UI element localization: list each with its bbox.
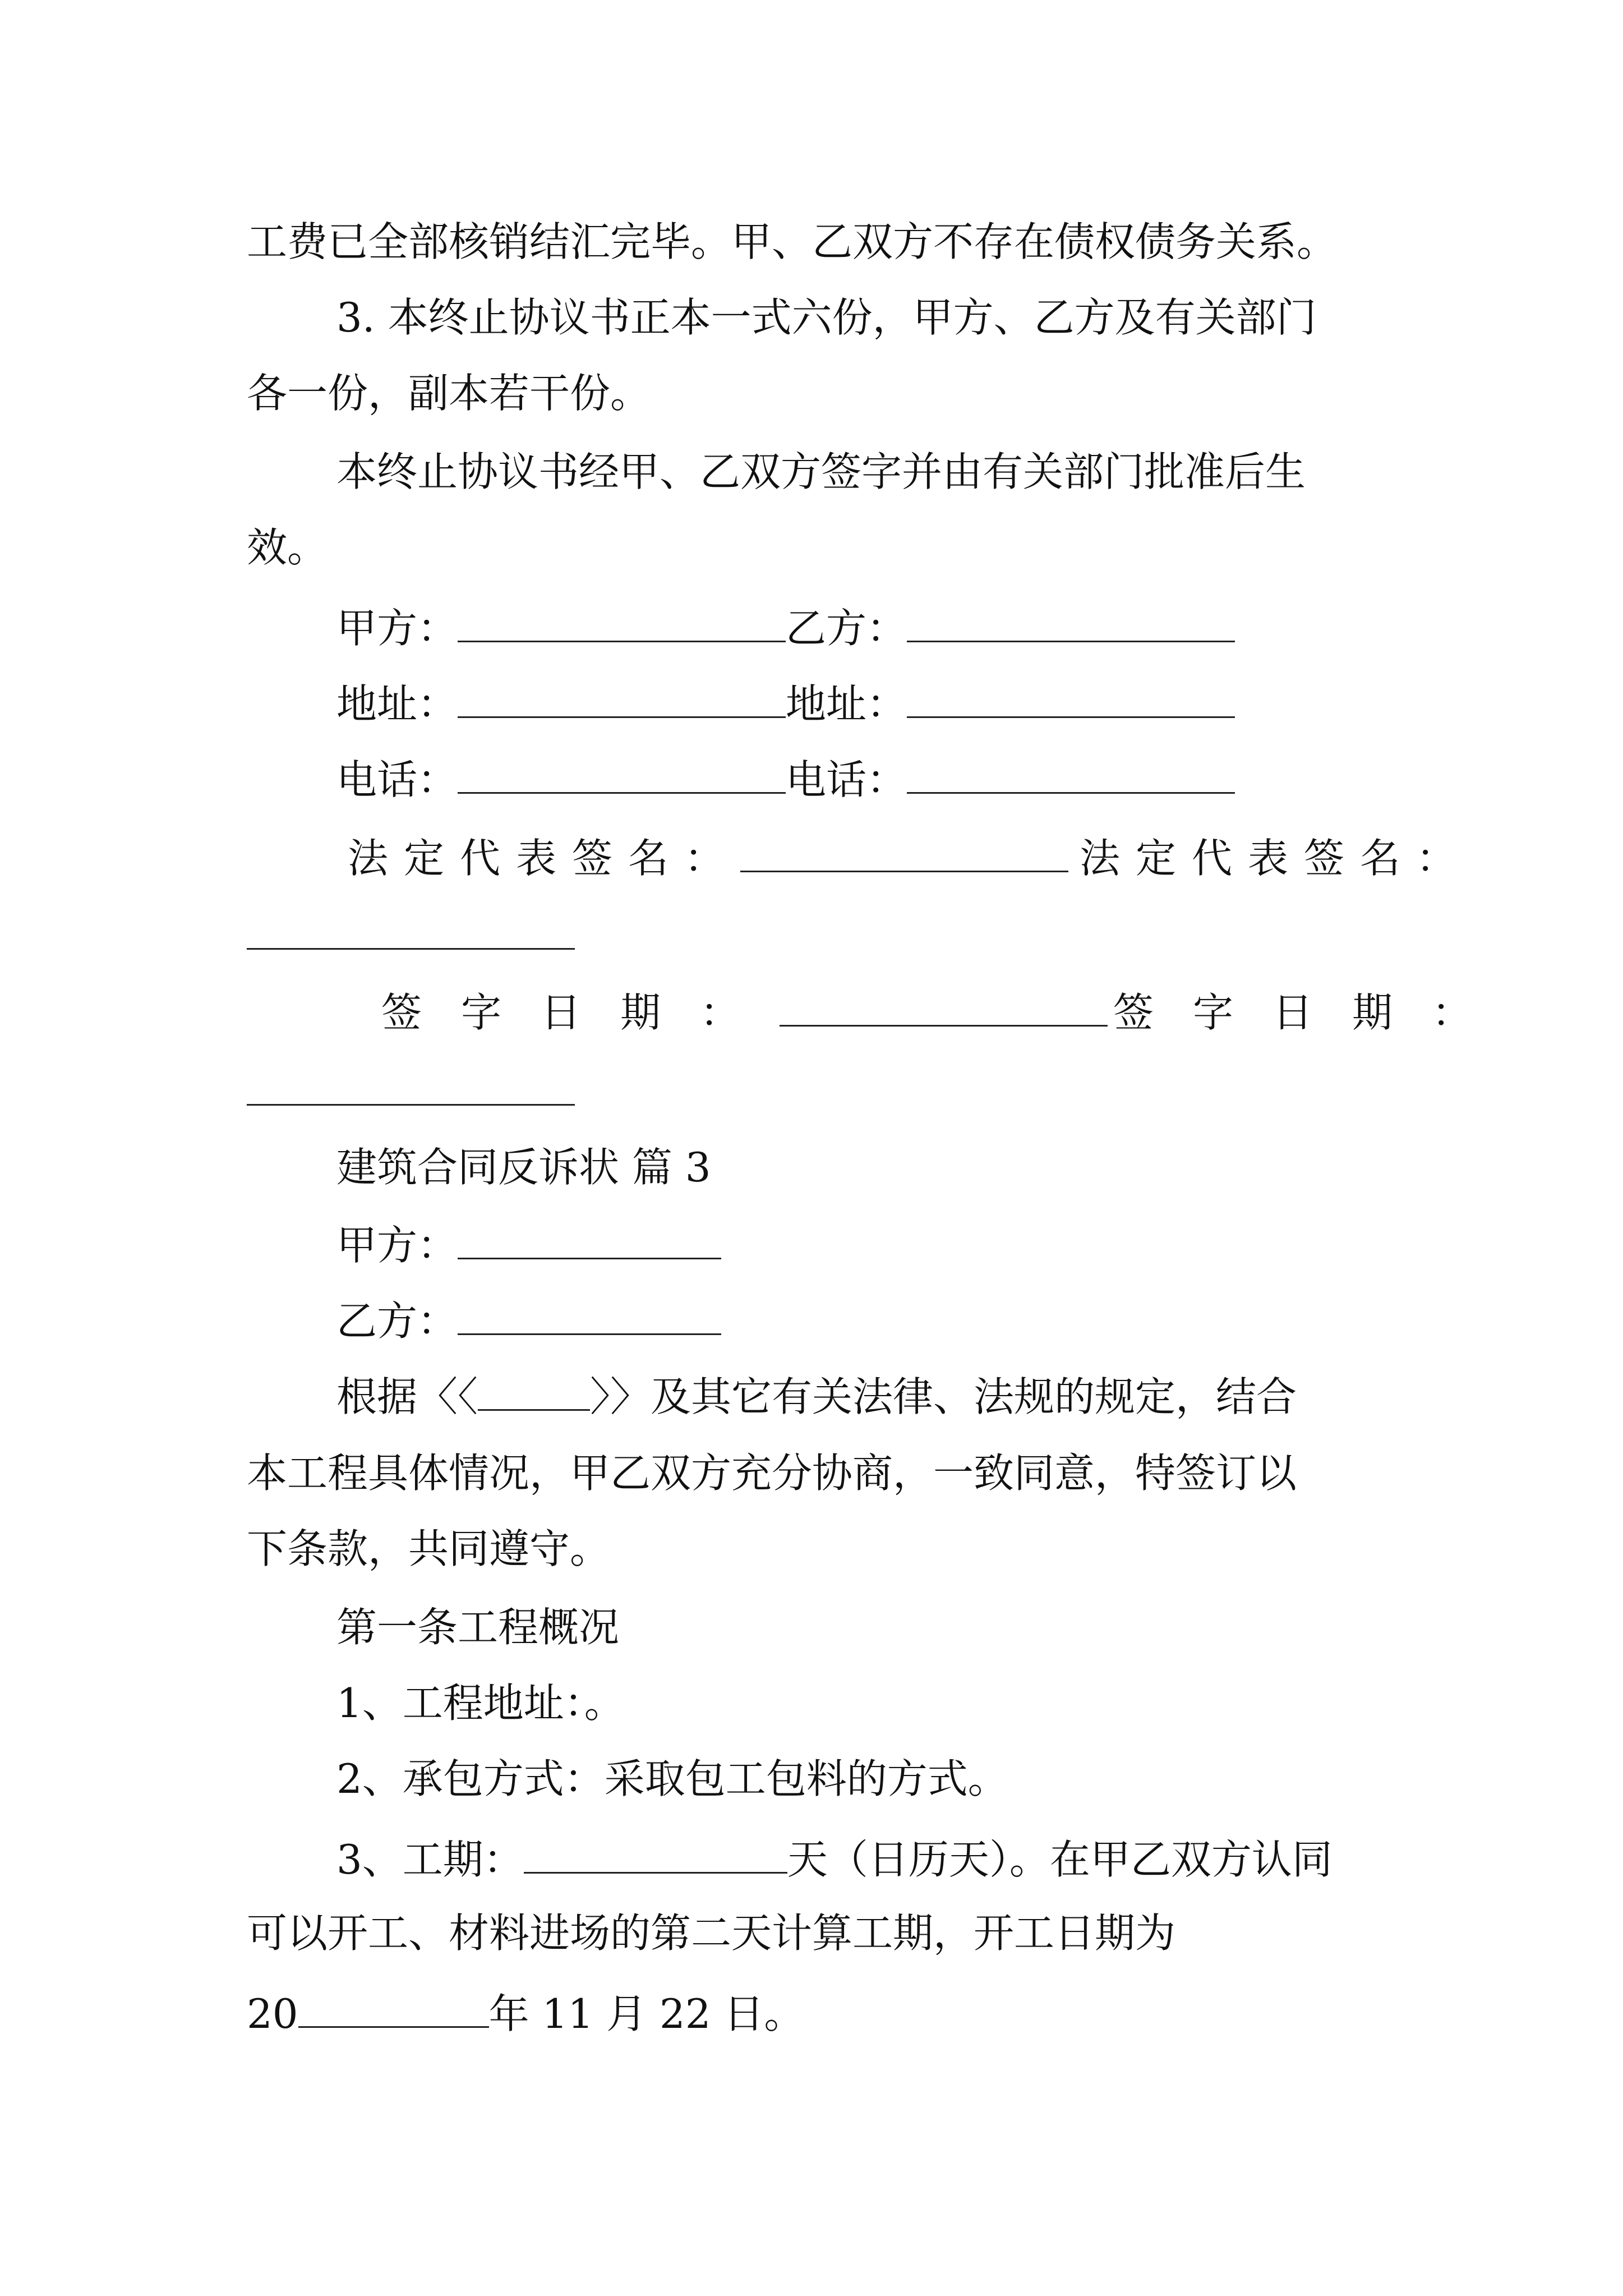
address-a-label: 地址：: [336, 680, 458, 728]
legal-rep-a-blank: [740, 836, 1068, 872]
section-party-a-row: [336, 1222, 721, 1269]
law-name-blank: [478, 1374, 590, 1411]
address-row: [336, 680, 1235, 728]
party-a-label: 甲方：: [336, 605, 458, 652]
sign-date-a-label: 签字日期：: [381, 989, 780, 1036]
address-a-blank: [458, 682, 786, 718]
legal-rep-a-label: 法定代表签名：: [348, 835, 741, 882]
basis-line2: 本工程具体情况，甲乙双方充分协商，一致同意，特签订以: [247, 1450, 1297, 1497]
section-party-b-row: [336, 1297, 721, 1345]
sign-date-a-blank: [780, 990, 1108, 1027]
basis-line3: 下条款，共同遵守。: [247, 1525, 611, 1572]
party-b-label: 乙方：: [786, 605, 907, 652]
duration-days-blank: [524, 1837, 787, 1874]
section-party-a-blank: [458, 1223, 721, 1259]
sign-date-row: [381, 989, 1512, 1036]
paragraph-copies-line2: 各一份，副本若干份。: [247, 370, 651, 417]
phone-b-label: 电话：: [786, 756, 907, 803]
paragraph-copies-line1: 3. 本终止协议书正本一式六份，甲方、乙方及有关部门: [336, 294, 1317, 341]
start-date-suffix: 年 11 月 22 日。: [488, 1990, 805, 2037]
basis-post: 〉〉及其它有关法律、法规的规定，结合: [590, 1373, 1297, 1420]
party-a-blank: [458, 606, 786, 642]
start-year-blank: [298, 1991, 489, 2028]
item-contract-mode: 2、承包方式：采取包工包料的方式。: [336, 1755, 1008, 1802]
address-b-label: 地址：: [786, 680, 907, 728]
paragraph-effective-line2: 效。: [247, 524, 328, 571]
start-year-prefix: 20: [247, 1990, 298, 2037]
party-a-row: [336, 605, 1235, 652]
legal-rep-b-label: 法定代表签名：: [1080, 835, 1473, 882]
phone-b-blank: [907, 757, 1235, 794]
basis-pre: 根据〈〈: [336, 1373, 478, 1420]
item-address: 1、工程地址：。: [336, 1680, 625, 1727]
legal-rep-b-blank: [247, 948, 575, 950]
section-title: 建筑合同反诉状 篇 3: [336, 1144, 711, 1191]
section-party-b-label: 乙方：: [336, 1297, 458, 1345]
article1-title: 第一条工程概况: [336, 1604, 620, 1651]
item-duration-line1: [336, 1836, 1332, 1883]
sign-date-b-blank: [247, 1104, 575, 1106]
item-duration-line2: 可以开工、材料进场的第二天计算工期，开工日期为: [247, 1910, 1176, 1957]
paragraph-settlement: 工费已全部核销结汇完毕。甲、乙双方不存在债权债务关系。: [247, 218, 1338, 265]
item-duration-line3: [247, 1990, 805, 2037]
party-b-blank: [907, 606, 1235, 642]
basis-line1: [336, 1373, 1297, 1420]
sign-date-b-label: 签字日期：: [1113, 989, 1512, 1036]
paragraph-effective-line1: 本终止协议书经甲、乙双方签字并由有关部门批准后生: [336, 448, 1306, 495]
section-party-b-blank: [458, 1299, 721, 1335]
phone-a-label: 电话：: [336, 756, 458, 803]
item-duration-post: 天（日历天）。在甲乙双方认同: [787, 1836, 1332, 1883]
item-duration-pre: 3、工期：: [336, 1836, 524, 1883]
section-party-a-label: 甲方：: [336, 1222, 458, 1269]
phone-row: [336, 756, 1235, 803]
address-b-blank: [907, 682, 1235, 718]
legal-rep-row: [348, 835, 1473, 882]
phone-a-blank: [458, 757, 786, 794]
